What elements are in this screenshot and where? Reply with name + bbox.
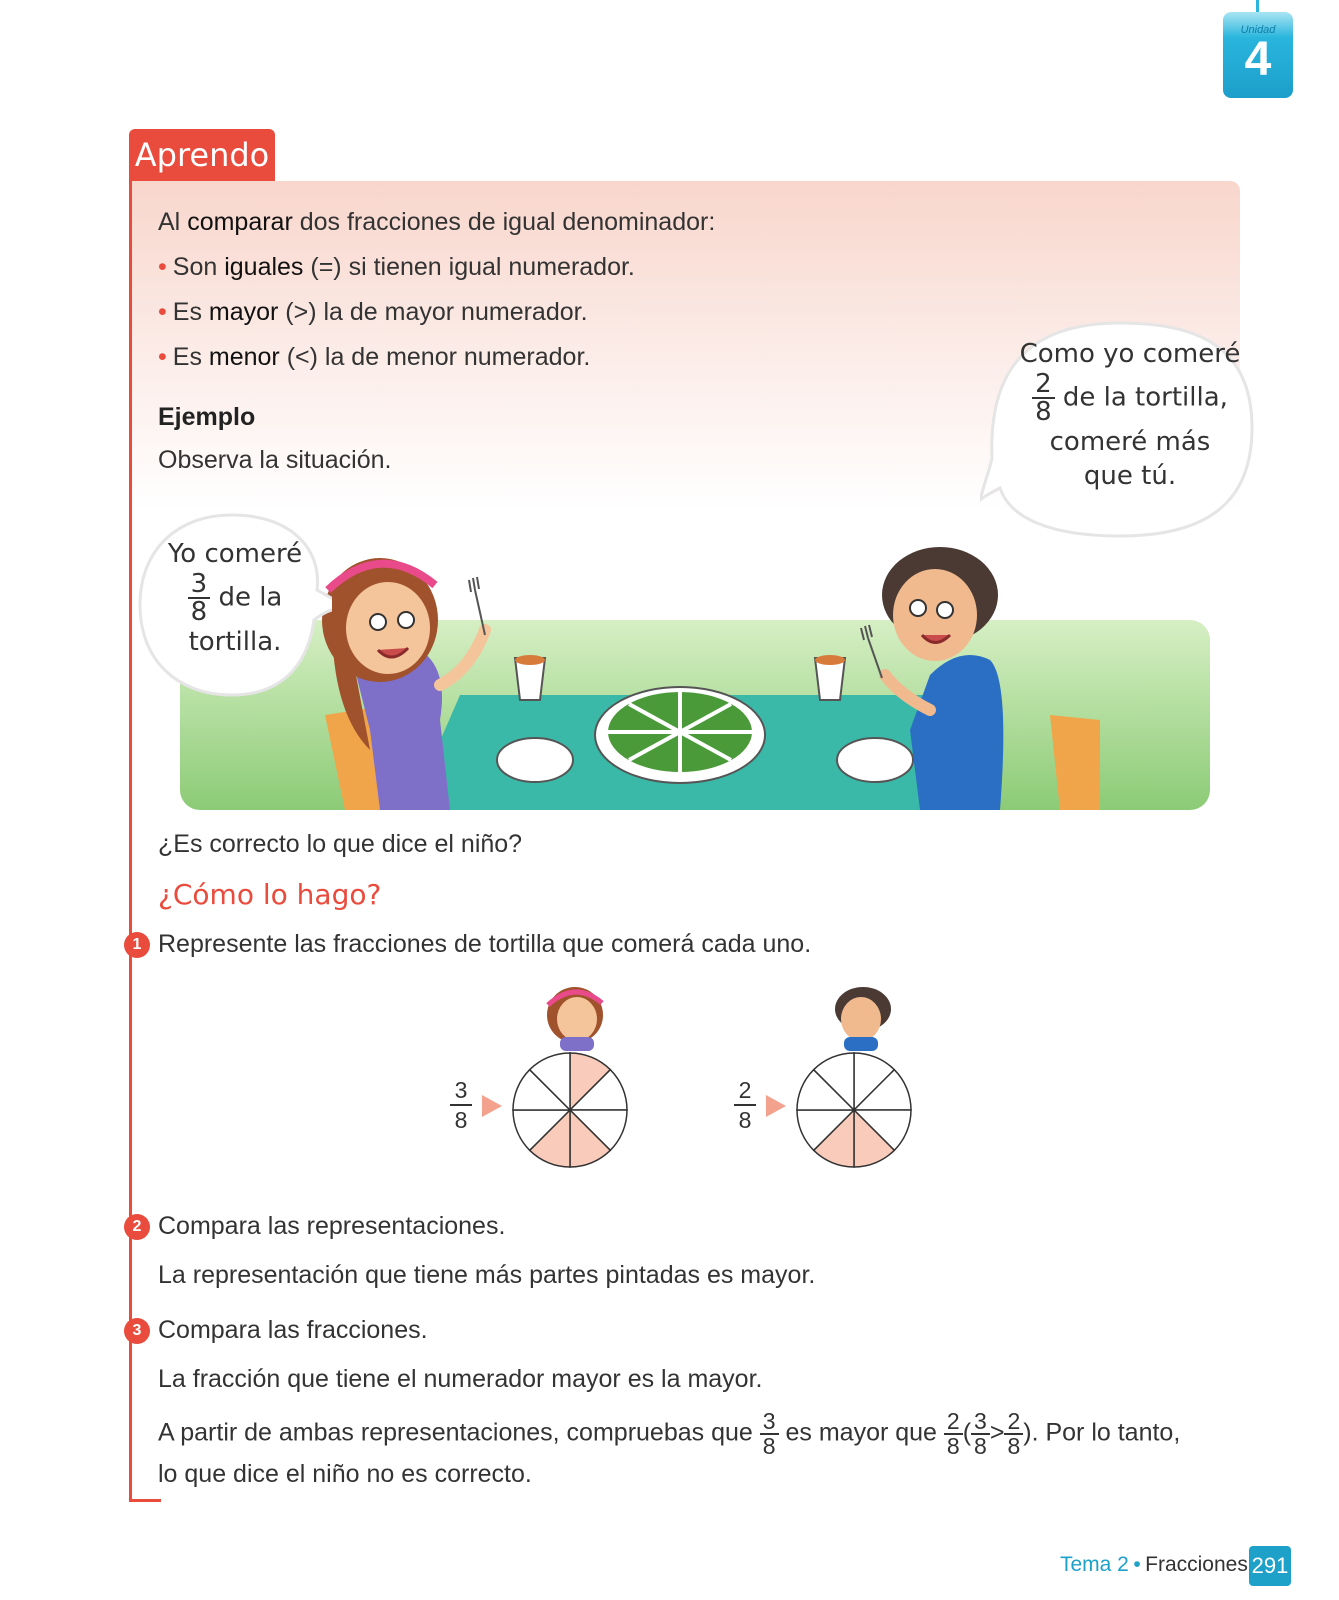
boy-plate xyxy=(837,738,913,782)
intro-post: dos fracciones de igual denominador: xyxy=(292,208,716,236)
bullet-bold: iguales xyxy=(224,253,304,281)
intro-line xyxy=(158,206,715,238)
conclusion-fraction-3 xyxy=(971,1410,990,1458)
boy-fraction xyxy=(1032,371,1055,425)
girl-eye xyxy=(398,612,414,628)
girl-bubble-line3: tortilla. xyxy=(188,627,282,657)
boy-bubble-text xyxy=(1005,337,1255,493)
fraction-numerator: 3 xyxy=(760,1410,779,1435)
step-2-number: 2 xyxy=(124,1214,150,1240)
conclusion-open-paren: ( xyxy=(962,1418,972,1447)
fraction-numerator: 2 xyxy=(944,1410,963,1435)
fraction-denominator: 8 xyxy=(974,1433,987,1459)
unit-number: 4 xyxy=(1244,33,1272,86)
bullet-dot: • xyxy=(158,298,167,326)
diagram-3-8-denominator: 8 xyxy=(454,1107,468,1133)
fraction-numerator: 3 xyxy=(971,1410,990,1435)
fraction-denominator: 8 xyxy=(762,1433,776,1459)
bullet-post: (>) la de mayor numerador. xyxy=(278,298,588,326)
bullet-pre: Es xyxy=(172,298,209,326)
fraction-diagrams xyxy=(430,985,950,1175)
fraction-denominator: 8 xyxy=(946,1433,960,1459)
boy-avatar xyxy=(835,987,891,1051)
footer-tema: Tema 2 xyxy=(1060,1553,1129,1576)
girl-fraction xyxy=(188,571,211,625)
bullet-greater xyxy=(158,296,588,328)
footer-separator: • xyxy=(1133,1553,1141,1576)
conclusion-line1 xyxy=(158,1410,1258,1458)
girl-eye xyxy=(370,614,386,630)
fraction-numerator: 3 xyxy=(188,571,211,599)
conclusion-fraction-1 xyxy=(760,1410,779,1458)
boy-bubble-line3: comeré más xyxy=(1049,427,1211,457)
diagram-3-8-numerator: 3 xyxy=(454,1077,468,1103)
arrow-right-icon xyxy=(482,1095,502,1117)
conclusion-mid: es mayor que xyxy=(785,1418,937,1447)
conclusion-fraction-2 xyxy=(944,1410,963,1458)
boy-eye xyxy=(937,602,953,618)
step-3-number: 3 xyxy=(124,1318,150,1344)
diagram-3-8 xyxy=(513,1053,627,1167)
boy-eye xyxy=(910,600,926,616)
diagram-2-8-numerator: 2 xyxy=(738,1077,752,1103)
bullet-pre: Es xyxy=(172,343,209,371)
boy-bubble-line1: Como yo comeré xyxy=(1019,339,1241,369)
conclusion-gt: > xyxy=(989,1418,1005,1447)
bullet-post: (=) si tienen igual numerador. xyxy=(303,253,635,281)
footer-label xyxy=(1060,1553,1248,1577)
conclusion-pre: A partir de ambas representaciones, compruebas que xyxy=(158,1418,753,1447)
girl-bubble-line1: Yo comeré xyxy=(167,539,303,569)
fraction-denominator: 8 xyxy=(1035,397,1052,427)
girl-face xyxy=(346,582,430,674)
aprendo-title: Aprendo xyxy=(129,129,275,181)
conclusion-fraction-4 xyxy=(1004,1410,1023,1458)
bullet-bold: mayor xyxy=(208,298,279,326)
bullet-equal xyxy=(158,251,635,283)
girl-avatar xyxy=(547,987,603,1051)
bullet-dot: • xyxy=(158,253,167,281)
bullet-pre: Son xyxy=(172,253,225,281)
fraction-numerator: 2 xyxy=(1004,1410,1023,1435)
step-2-detail: La representación que tiene más partes pintadas es mayor. xyxy=(158,1261,816,1289)
bullet-post: (<) la de menor numerador. xyxy=(279,343,591,371)
girl-drink xyxy=(515,655,545,665)
step-1-text: Represente las fracciones de tortilla que comerá cada uno. xyxy=(158,930,812,958)
howto-heading: ¿Cómo lo hago? xyxy=(158,878,382,911)
girl-bubble-fraction-row xyxy=(150,571,320,625)
boy-bubble-line4: que tú. xyxy=(1083,461,1177,491)
boy-bubble-after: de la tortilla, xyxy=(1062,382,1228,413)
example-prompt: Observa la situación. xyxy=(158,446,392,474)
bullet-bold: menor xyxy=(208,343,280,371)
example-title: Ejemplo xyxy=(158,403,256,431)
left-rule xyxy=(129,181,132,1501)
tortilla-cuts xyxy=(608,692,752,772)
boy-drink xyxy=(815,655,845,665)
conclusion-line2: lo que dice el niño no es correcto. xyxy=(158,1460,532,1488)
step-3-detail: La fracción que tiene el numerador mayor es la mayor. xyxy=(158,1365,763,1393)
unit-label: Unidad xyxy=(1240,24,1276,36)
girl-bubble-text xyxy=(150,537,320,659)
step-3-text: Compara las fracciones. xyxy=(158,1316,428,1344)
boy-face xyxy=(893,569,977,661)
boy-bubble-fraction-row xyxy=(1005,371,1255,425)
intro-pre: Al xyxy=(158,208,188,236)
diagram-2-8-denominator: 8 xyxy=(738,1107,752,1133)
diagram-2-8 xyxy=(797,1053,911,1167)
step-2-text: Compara las representaciones. xyxy=(158,1212,506,1240)
footer-section: Fracciones xyxy=(1145,1553,1248,1576)
arrow-right-icon xyxy=(766,1095,786,1117)
page-number: 291 xyxy=(1249,1546,1291,1586)
step-1-number: 1 xyxy=(124,932,150,958)
unit-badge xyxy=(1223,12,1293,98)
intro-bold: comparar xyxy=(187,208,293,236)
bottom-rule xyxy=(129,1499,161,1502)
conclusion-close: ). Por lo tanto, xyxy=(1023,1418,1181,1447)
girl-bubble-after: de la xyxy=(218,582,283,613)
bullet-dot: • xyxy=(158,343,167,371)
fraction-numerator: 2 xyxy=(1032,371,1055,399)
fraction-denominator: 8 xyxy=(190,597,208,627)
girl-plate xyxy=(497,738,573,782)
bullet-less xyxy=(158,341,590,373)
fraction-denominator: 8 xyxy=(1007,1433,1021,1459)
question: ¿Es correcto lo que dice el niño? xyxy=(158,830,523,858)
